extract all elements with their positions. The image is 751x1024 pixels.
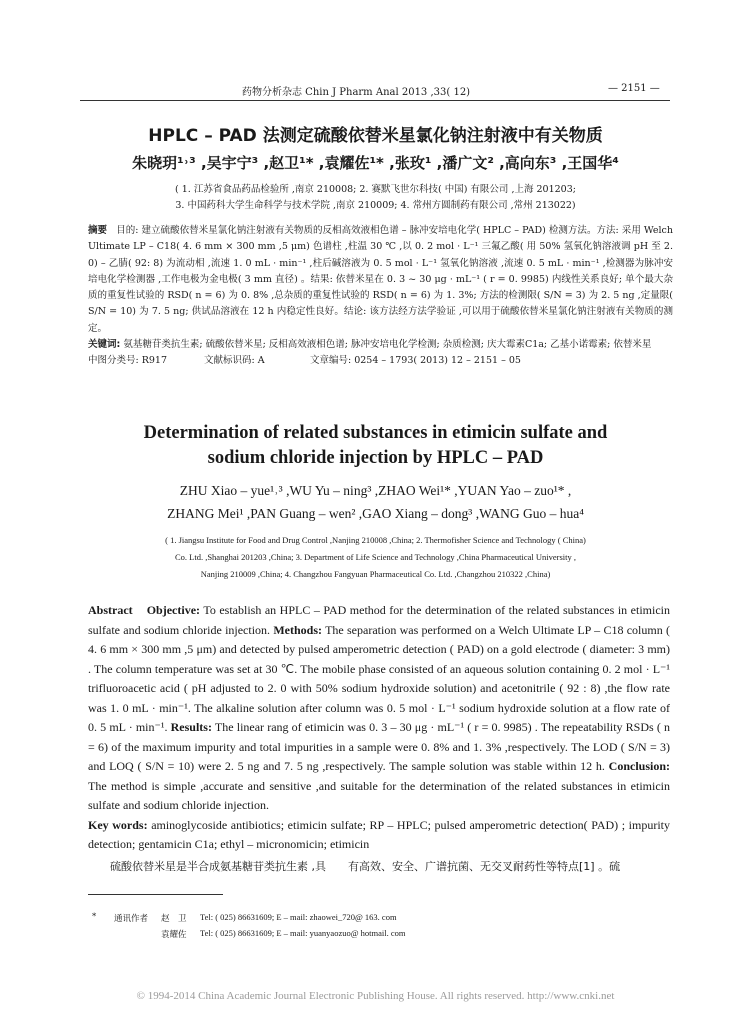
english-abstract-body <box>88 601 670 816</box>
english-affiliation-line-3: Nanjing 210009 ,China; 4. Changzhou Fangyuan Pharmaceutical Co. Ltd. ,Changzhou 210322 ,China) <box>200 569 551 579</box>
page-number: — 2151 — <box>608 83 660 94</box>
footnote-rule <box>88 894 223 895</box>
copyright-line: © 1994-2014 China Academic Journal Electronic Publishing House. All rights reserved. http://www.cnki.net <box>136 990 615 1002</box>
english-affiliation-line-2: Co. Ltd. ,Shanghai 201203 ,China; 3. Department of Life Science and Technology ,China Pharmaceutical University , <box>174 552 576 562</box>
chinese-authors: 朱晓玥¹˒³ ,吴宇宁³ ,赵卫¹* ,袁耀佐¹* ,张玫¹ ,潘广文² ,高向东³ ,王国华⁴ <box>132 154 619 172</box>
chinese-abstract-body <box>88 223 673 337</box>
results-text: The linear rang of etimicin was 0. 3 – 30 μg · mL⁻¹ ( r = 0. 9985) . The repeatability RSDs ( n = 6) of the maximum impurity and total impurities in a sample were 0. 8% and 1. 3% ,respectively. The LOD ( S/N = 3) and LOQ ( S/N = 10) were 2. 5 ng and 7. 5 ng ,respectively. The sample solution was stable within 12 h. <box>88 720 671 773</box>
conclusion-label: Conclusion: <box>608 759 671 773</box>
results-label: Results: <box>170 720 212 734</box>
english-affiliation-line-1: ( 1. Jiangsu Institute for Food and Drug Control ,Nanjing 210008 ,China; 2. Thermofisher Science and Technology ( China) <box>165 535 586 545</box>
classification-row <box>88 353 673 369</box>
footnote-contact-2: Tel: ( 025) 86631609; E – mail: yuanyaozuo@ hotmail. com <box>200 928 406 938</box>
class-number: 中图分类号: R917 <box>88 355 168 367</box>
english-keywords-label: Key words: <box>88 817 148 832</box>
chinese-keywords <box>88 337 673 353</box>
chinese-abstract-label: 摘要 <box>88 225 108 236</box>
methods-label: Methods: <box>273 622 323 637</box>
english-abstract-label: Abstract <box>88 603 133 617</box>
body-intro-line: 硫酸依替米星是半合成氨基糖苷类抗生素 ,具 有高效、安全、广谱抗菌、无交叉耐药性等特点[1] 。硫 <box>110 860 621 873</box>
chinese-keywords-text: 氨基糖苷类抗生素; 硫酸依替米星; 反相高效液相色谱; 脉冲安培电化学检测; 杂质检测; 庆大霉素C1a; 乙基小诺霉素; 依替米星 <box>123 339 652 351</box>
journal-citation: 药物分析杂志 Chin J Pharm Anal 2013 ,33( 12) <box>242 87 471 98</box>
english-title-line-2: sodium chloride injection by HPLC – PAD <box>207 448 544 468</box>
conclusion-text: The method is simple ,accurate and sensitive ,and suitable for the determination of the related substances in etimicin sulfate and sodium chloride injection. <box>88 778 670 812</box>
chinese-affiliation-line-1: ( 1. 江苏省食品药品检验所 ,南京 210008; 2. 赛默飞世尔科技( 中国) 有限公司 ,上海 201203; <box>175 184 576 195</box>
chinese-abstract-text: 目的: 建立硫酸依替米星氯化钠注射液有关物质的反相高效液相色谱 – 脉冲安培电化学( HPLC – PAD) 检测方法。方法: 采用 Welch Ultimate LP – C18( 4. 6 mm × 300 mm ,5 μm) 色谱柱 ,柱温 30 ℃ ,以 0. 2 mol · L⁻¹ 三氟乙酸( 用 50% 氢氧化钠溶液调 pH 至 2. 0) – 乙腈( 92: 8) 为流动相 ,流速 1. 0 mL · min⁻¹ ,柱后碱溶液为 0. 5 mol · L⁻¹ 氢氧化钠溶液 ,流速 0. 5 mL · min⁻¹ ,检测器为脉冲安培电化学检测器 ,工作电极为金电极( 3 mm 直径) 。结果: 依替米星在 0. 3 ~ 30 μg · mL⁻¹ ( r = 0. 9985) 内线性关系良好; 单个最大杂质的重复性试验的 RSD( n = 6) 为 0. 8% ,总杂质的重复性试验的 RSD( n = 6) 为 1. 3%; 方法的检测限( S/N = 3) 为 2. 5 ng ,定量限( S/N = 10) 为 7. 5 ng; 供试品溶液在 12 h 内稳定性良好。结论: 该方法经方法学验证 ,可以用于硫酸依替米星氯化钠注射液有关物质的测定。 <box>88 225 673 334</box>
footnote-author-2: 袁耀佐 <box>161 930 187 940</box>
footnote-author-1: 赵 卫 <box>161 914 187 924</box>
english-abstract <box>88 601 670 855</box>
header-rule <box>80 100 670 101</box>
english-authors-line-1: ZHU Xiao – yue¹˒³ ,WU Yu – ning³ ,ZHAO Wei¹* ,YUAN Yao – zuo¹* , <box>179 483 572 498</box>
english-keywords <box>88 816 670 855</box>
chinese-abstract <box>88 223 673 369</box>
english-authors-line-2: ZHANG Mei¹ ,PAN Guang – wen² ,GAO Xiang – dong³ ,WANG Guo – hua⁴ <box>167 506 584 521</box>
footnote-contact-1: Tel: ( 025) 86631609; E – mail: zhaowei_720@ 163. com <box>200 912 397 922</box>
chinese-affiliation-line-2: 3. 中国药科大学生命科学与技术学院 ,南京 210009; 4. 常州方圆制药有限公司 ,常州 213022) <box>175 200 576 211</box>
footnote-star: * <box>92 912 97 922</box>
objective-label: Objective: <box>146 603 201 617</box>
document-code: 文献标识码: A <box>204 355 265 367</box>
footnote-label: 通讯作者 <box>114 914 149 924</box>
english-keywords-text: aminoglycoside antibiotics; etimicin sulfate; RP – HPLC; pulsed amperometric detection( PAD) ; impurity detection; gentamicin C1a; ethyl – micronomicin; etimicin <box>88 817 670 851</box>
chinese-title: HPLC – PAD 法测定硫酸依替米星氯化钠注射液中有关物质 <box>148 126 603 146</box>
objective-text: To establish an HPLC – PAD method for the determination of the related substances in etimicin sulfate and sodium chloride injection. <box>88 603 670 637</box>
methods-text: The separation was performed on a Welch Ultimate LP – C18 column ( 4. 6 mm × 300 mm ,5 μm) and detected by pulsed amperometric detection ( PAD) on a gold electrode ( diameter: 3 mm) . The column temperature was set at 30 ℃. The mobile phase consisted of an aqueous solution containing 0. 2 mol · L⁻¹ trifluoroacetic acid ( pH adjusted to 2. 0 with 50% sodium hydroxide solution) and acetonitrile ( 92 : 8) ,the flow rate was 1. 0 mL · min⁻¹. The alkaline solution after column was 0. 5 mol · L⁻¹ sodium hydroxide solution at a flow rate of 0. 5 mL · min⁻¹. <box>88 622 670 734</box>
english-title-line-1: Determination of related substances in etimicin sulfate and <box>143 423 608 443</box>
chinese-keywords-label: 关键词: <box>88 339 121 351</box>
article-number: 文章编号: 0254 – 1793( 2013) 12 – 2151 – 05 <box>310 355 521 367</box>
